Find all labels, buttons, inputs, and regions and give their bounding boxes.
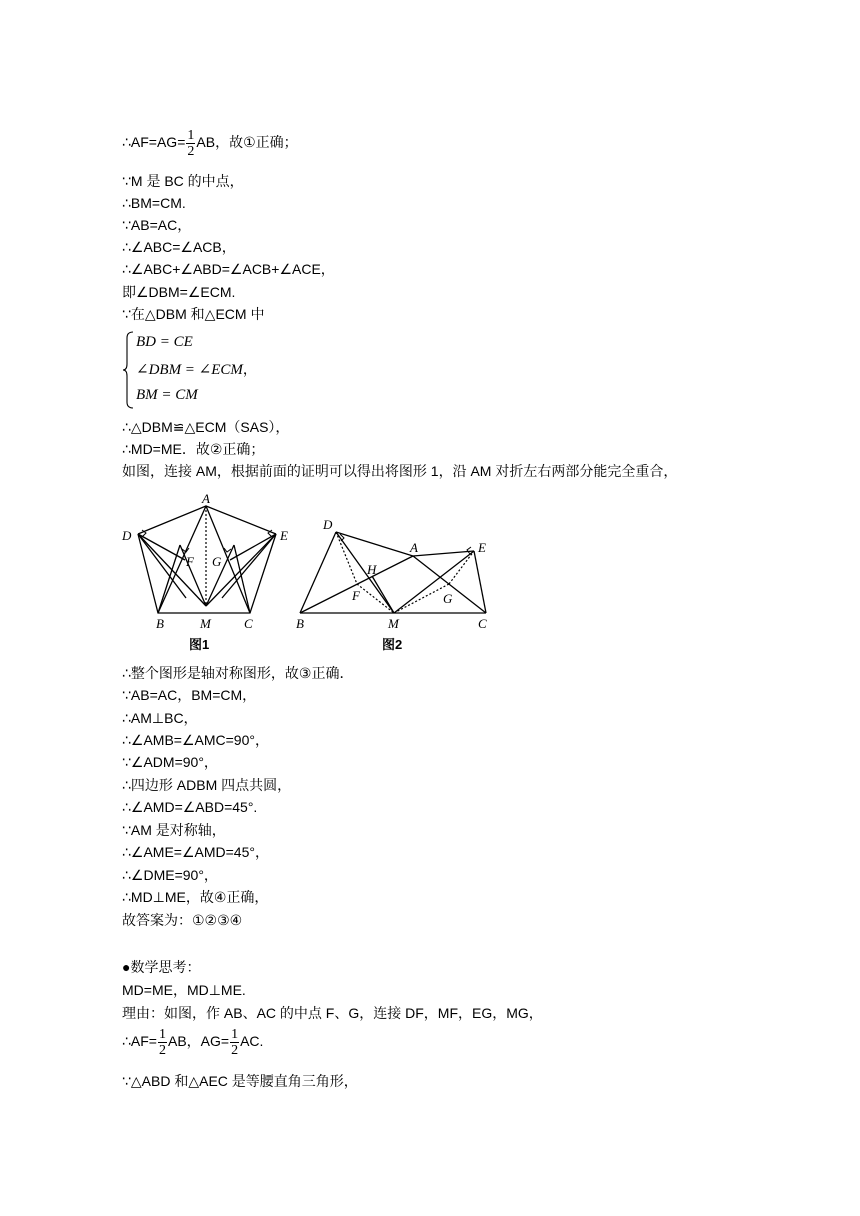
text-line-28: ∵△ABD 和△AEC 是等腰直角三角形， [122, 1073, 358, 1089]
equation-text: ∠DBM = ∠ECM [136, 362, 243, 378]
text-line-18: ∴∠AMD=∠ABD=45°. [122, 799, 258, 815]
label-b: B [296, 616, 304, 631]
label-d: D [122, 528, 132, 543]
text-segment: AC. [240, 1033, 264, 1050]
fraction-denominator: 2 [158, 1043, 166, 1058]
text-line-6: ∴∠ABC+∠ABD=∠ACB+∠ACE， [122, 261, 335, 277]
text-line-10: ∴MD=ME．故②正确； [122, 441, 265, 457]
text-line-21: ∴∠DME=90°， [122, 867, 218, 883]
fraction-numerator: 1 [231, 1027, 239, 1042]
text-line-26: 理由：如图，作 AB、AC 的中点 F、G，连接 DF，MF，EG，MG， [122, 1005, 543, 1021]
label-c: C [244, 616, 253, 631]
label-m: M [200, 616, 211, 631]
text-line-16: ∵∠ADM=90°， [122, 754, 218, 770]
equation-row-2 [136, 360, 257, 379]
text-line-15: ∴∠AMB=∠AMC=90°， [122, 732, 269, 748]
text-line-22: ∴MD⊥ME，故④正确， [122, 889, 269, 905]
text-line-1 [122, 128, 298, 159]
figure-1-diagram [120, 488, 300, 631]
fraction-half [230, 1027, 239, 1058]
text-segment: AB，AG= [167, 1033, 230, 1050]
equation-system [122, 330, 322, 410]
text-line-12: ∴整个图形是轴对称图形，故③正确． [122, 665, 354, 681]
label-f: F [352, 588, 360, 603]
text-line-9: ∴△DBM≌△ECM（SAS）， [122, 419, 290, 435]
text-line-17: ∴四边形 ADBM 四点共圆， [122, 777, 292, 793]
text-line-7: 即∠DBM=∠ECM. [122, 284, 236, 300]
text-line-25: MD=ME，MD⊥ME. [122, 982, 246, 998]
text-line-4: ∵AB=AC， [122, 217, 192, 233]
label-e: E [280, 528, 288, 543]
label-e: E [478, 540, 486, 555]
text-line-2: ∵M 是 BC 的中点， [122, 173, 244, 189]
figure-2-diagram [290, 508, 500, 633]
label-b: B [156, 616, 164, 631]
text-line-20: ∴∠AME=∠AMD=45°， [122, 844, 269, 860]
label-g: G [443, 591, 453, 606]
label-h: H [367, 562, 377, 577]
text-line-13: ∵AB=AC，BM=CM， [122, 687, 257, 703]
label-f: F [186, 554, 194, 569]
label-a: A [410, 540, 418, 555]
equation-row-1: BD = CE [136, 334, 193, 350]
text-line-11: 如图，连接 AM，根据前面的证明可以得出将图形 1，沿 AM 对折左右两部分能完全重合， [122, 463, 678, 479]
text-segment: ∴AF= [122, 1033, 157, 1050]
text-segment: ∴AF=AG= [122, 134, 186, 151]
text-line-8: ∵在△DBM 和△ECM 中 [122, 306, 265, 322]
label-d: D [323, 517, 333, 532]
label-a: A [202, 491, 210, 506]
equation-row-3: BM = CM [136, 387, 198, 403]
text-line-23: 故答案为：①②③④ [122, 912, 243, 928]
text-line-19: ∵AM 是对称轴， [122, 822, 226, 838]
fraction-half [186, 128, 195, 159]
fraction-half [158, 1027, 167, 1058]
text-segment: AB，故①正确； [196, 134, 298, 151]
text-line-5: ∴∠ABC=∠ACB， [122, 239, 236, 255]
text-line-27 [122, 1027, 263, 1058]
text-line-3: ∴BM=CM. [122, 195, 186, 211]
fraction-denominator: 2 [231, 1043, 239, 1058]
label-c: C [478, 616, 487, 631]
label-m: M [388, 616, 399, 631]
equation-comma: ， [242, 361, 257, 377]
text-line-24: ●数学思考： [122, 959, 201, 975]
text-line-14: ∴AM⊥BC， [122, 710, 198, 726]
figure-2-caption: 图2 [382, 637, 403, 652]
fraction-numerator: 1 [158, 1027, 166, 1042]
figure-1-caption: 图1 [189, 637, 210, 652]
label-g: G [212, 554, 222, 569]
fraction-numerator: 1 [187, 128, 195, 143]
fraction-denominator: 2 [187, 144, 195, 159]
left-brace-icon [122, 330, 136, 410]
